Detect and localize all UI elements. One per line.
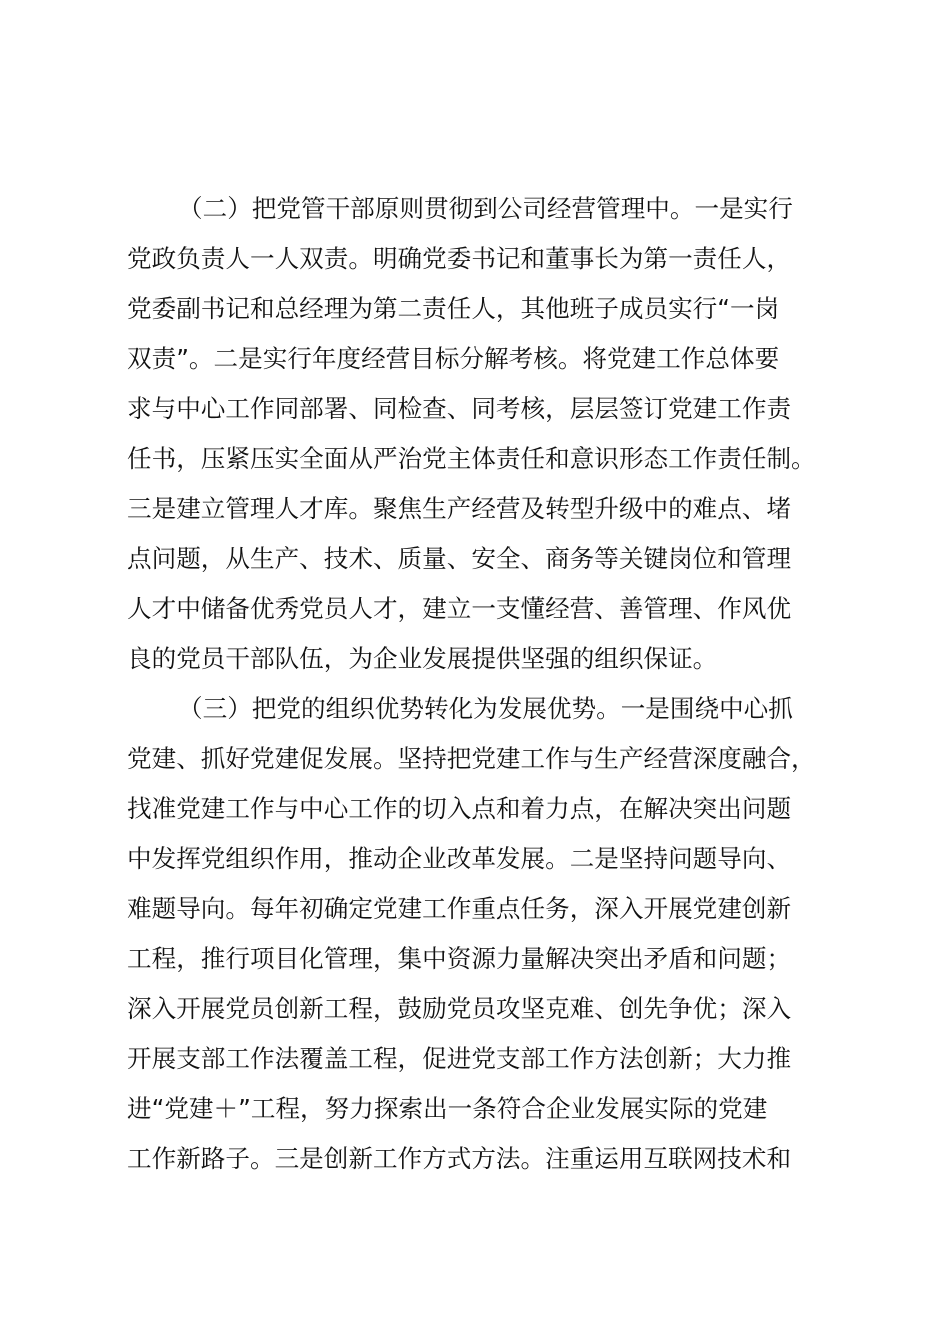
text-line: 求与中心工作同部署、同检查、同考核，层层签订党建工作责 — [127, 394, 792, 423]
text-line: 工作新路子。三是创新工作方式方法。注重运用互联网技术和 — [127, 1144, 792, 1173]
text-line: 找准党建工作与中心工作的切入点和着力点，在解决突出问题 — [127, 794, 792, 823]
text-line: 开展支部工作法覆盖工程，促进党支部工作方法创新；大力推 — [127, 1044, 792, 1073]
text-line: 任书，压紧压实全面从严治党主体责任和意识形态工作责任制。 — [127, 444, 816, 473]
text-line: 良的党员干部队伍，为企业发展提供坚强的组织保证。 — [127, 644, 718, 673]
text-line: 难题导向。每年初确定党建工作重点任务，深入开展党建创新 — [127, 894, 792, 923]
text-line: 党建、抓好党建促发展。坚持把党建工作与生产经营深度融合， — [127, 744, 816, 773]
text-line: 工程，推行项目化管理，集中资源力量解决突出矛盾和问题； — [127, 944, 792, 973]
text-line: 双责”。二是实行年度经营目标分解考核。将党建工作总体要 — [127, 344, 780, 373]
text-line: （三）把党的组织优势转化为发展优势。一是围绕中心抓 — [178, 694, 793, 723]
text-line: 三是建立管理人才库。聚焦生产经营及转型升级中的难点、堵 — [127, 494, 792, 523]
text-line: 党委副书记和总经理为第二责任人，其他班子成员实行“一岗 — [127, 294, 780, 323]
text-line: 人才中储备优秀党员人才，建立一支懂经营、善管理、作风优 — [127, 594, 792, 623]
text-line: 党政负责人一人双责。明确党委书记和董事长为第一责任人， — [127, 244, 792, 273]
text-line: 深入开展党员创新工程，鼓励党员攻坚克难、创先争优；深入 — [127, 994, 792, 1023]
text-line: （二）把党管干部原则贯彻到公司经营管理中。一是实行 — [178, 194, 793, 223]
text-line: 点问题，从生产、技术、质量、安全、商务等关键岗位和管理 — [127, 544, 792, 573]
text-line: 中发挥党组织作用，推动企业改革发展。二是坚持问题导向、 — [127, 844, 792, 873]
text-line: 进“党建＋”工程，努力探索出一条符合企业发展实际的党建 — [127, 1094, 768, 1123]
